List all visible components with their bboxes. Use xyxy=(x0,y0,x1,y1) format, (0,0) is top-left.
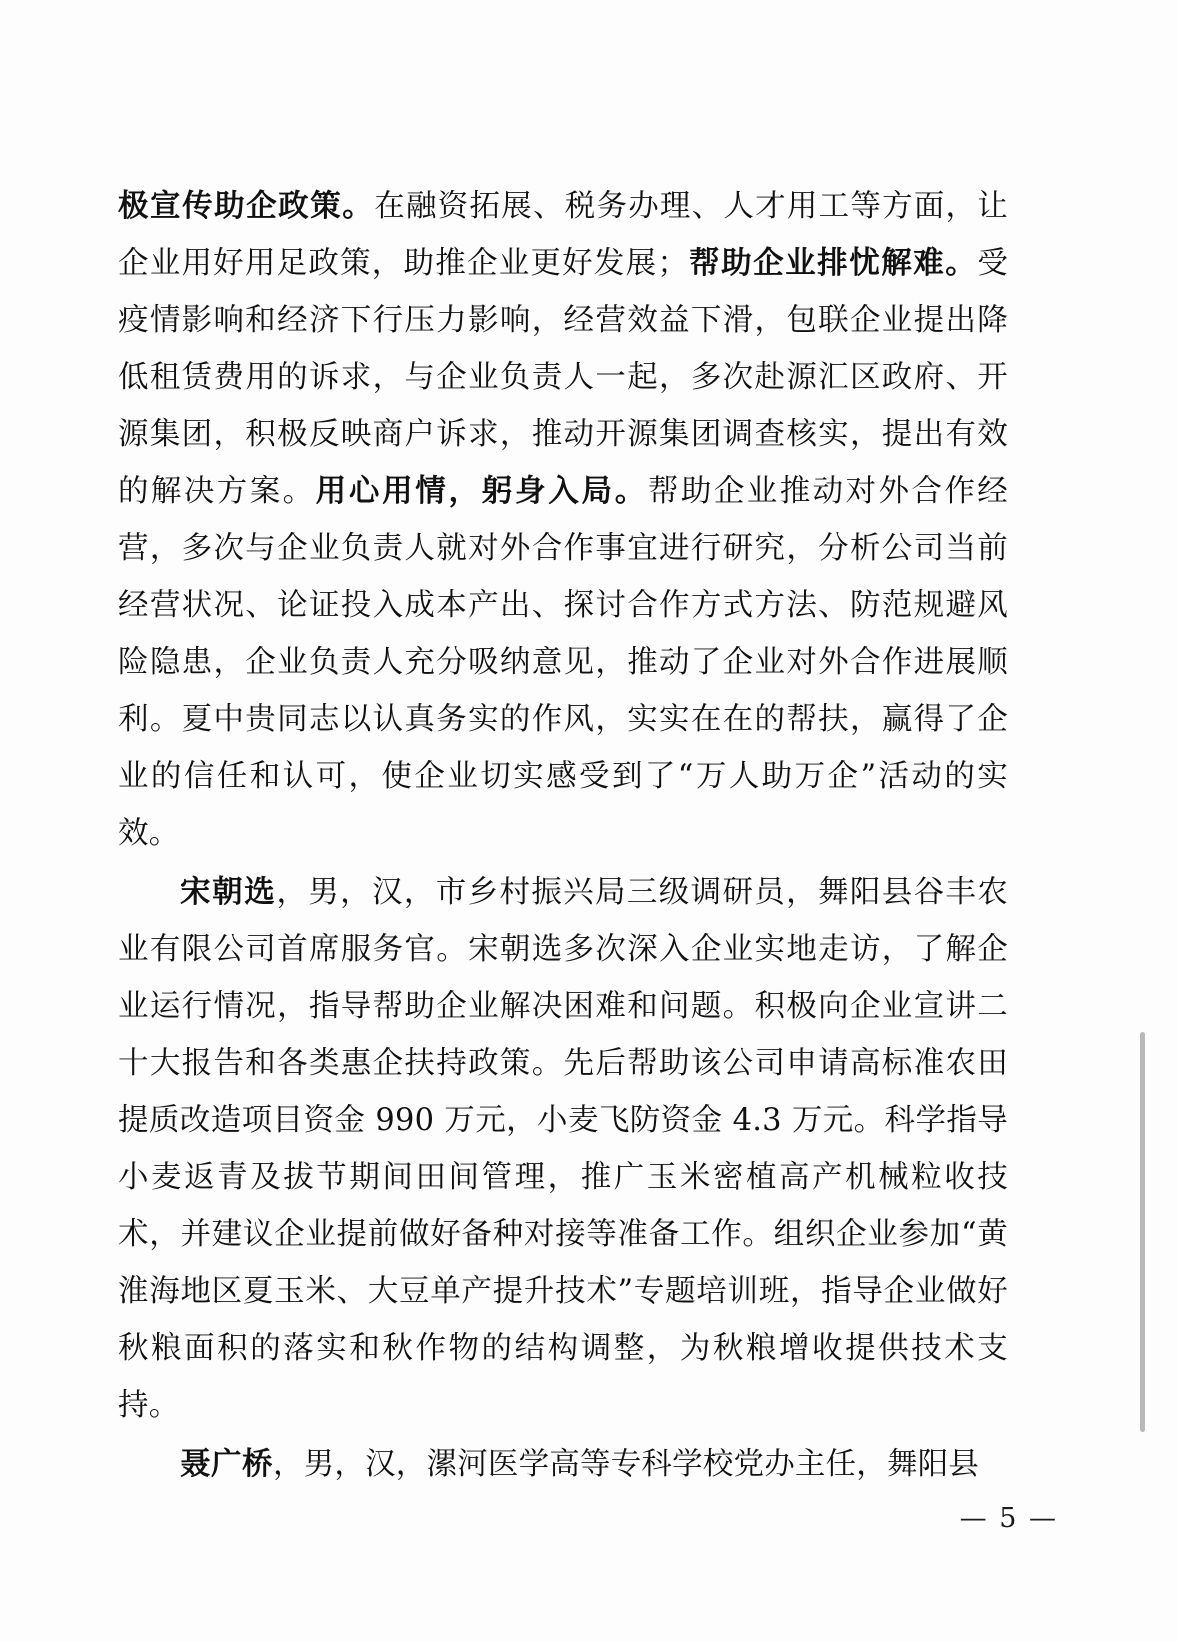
paragraph xyxy=(118,864,1008,1434)
emphasis-text: 帮助企业排忧解难。 xyxy=(688,246,978,281)
scroll-indicator[interactable] xyxy=(1140,1032,1145,1432)
paragraph xyxy=(118,178,1008,862)
paragraph xyxy=(118,1436,1008,1493)
body-text: 受疫情影响和经济下行压力影响，经营效益下滑，包联企业提出降低租赁费用的诉求，与企业负责人一起，多次赴源汇区政府、开源集团，积极反映商户诉求，推动开源集团调查核实，提出有效的解决方案。 xyxy=(118,246,1009,509)
body-text: 在融资拓展、税务办理、人才用工等方面，让企业用好用足政策，助推企业更好发展； xyxy=(118,189,1008,281)
body-text: ，男，汉，市乡村振兴局三级调研员，舞阳县谷丰农业有限公司首席服务官。宋朝选多次深入企业实地走访，了解企业运行情况，指导帮助企业解决困难和问题。积极向企业宣讲二十大报告和各类惠企扶持政策。先后帮助该公司申请高标准农田提质改造项目资金 990 万元，小麦飞防资金 4.3 万元。科学指导小麦返青及拔节期间田间管理，推广玉米密植高产机械粒收技术，并建议企业提前做好备种对接等准备工作。组织企业参加“黄淮海地区夏玉米、大豆单产提升技术”专题培训班，指导企业做好秋粮面积的落实和秋作物的结构调整，为秋粮增收提供技术支持。 xyxy=(118,875,1008,1423)
document-body xyxy=(118,178,1008,1495)
page-number: — 5 — xyxy=(959,1503,1058,1534)
emphasis-text: 极宣传助企政策。 xyxy=(118,189,375,224)
body-text: ，男，汉，漯河医学高等专科学校党办主任，舞阳县 xyxy=(273,1447,980,1482)
body-text: 帮助企业推动对外合作经营，多次与企业负责人就对外合作事宜进行研究，分析公司当前经营状况、论证投入成本产出、探讨合作方式方法、防范规避风险隐患，企业负责人充分吸纳意见，推动了企业对外合作进展顺利。夏中贵同志以认真务实的作风，实实在在的帮扶，赢得了企业的信任和认可，使企业切实感受到了“万人助万企”活动的实效。 xyxy=(118,474,1008,851)
person-name: 宋朝选 xyxy=(180,875,277,910)
person-name: 聂广桥 xyxy=(180,1447,273,1482)
emphasis-text: 用心用情，躬身入局。 xyxy=(315,474,648,509)
